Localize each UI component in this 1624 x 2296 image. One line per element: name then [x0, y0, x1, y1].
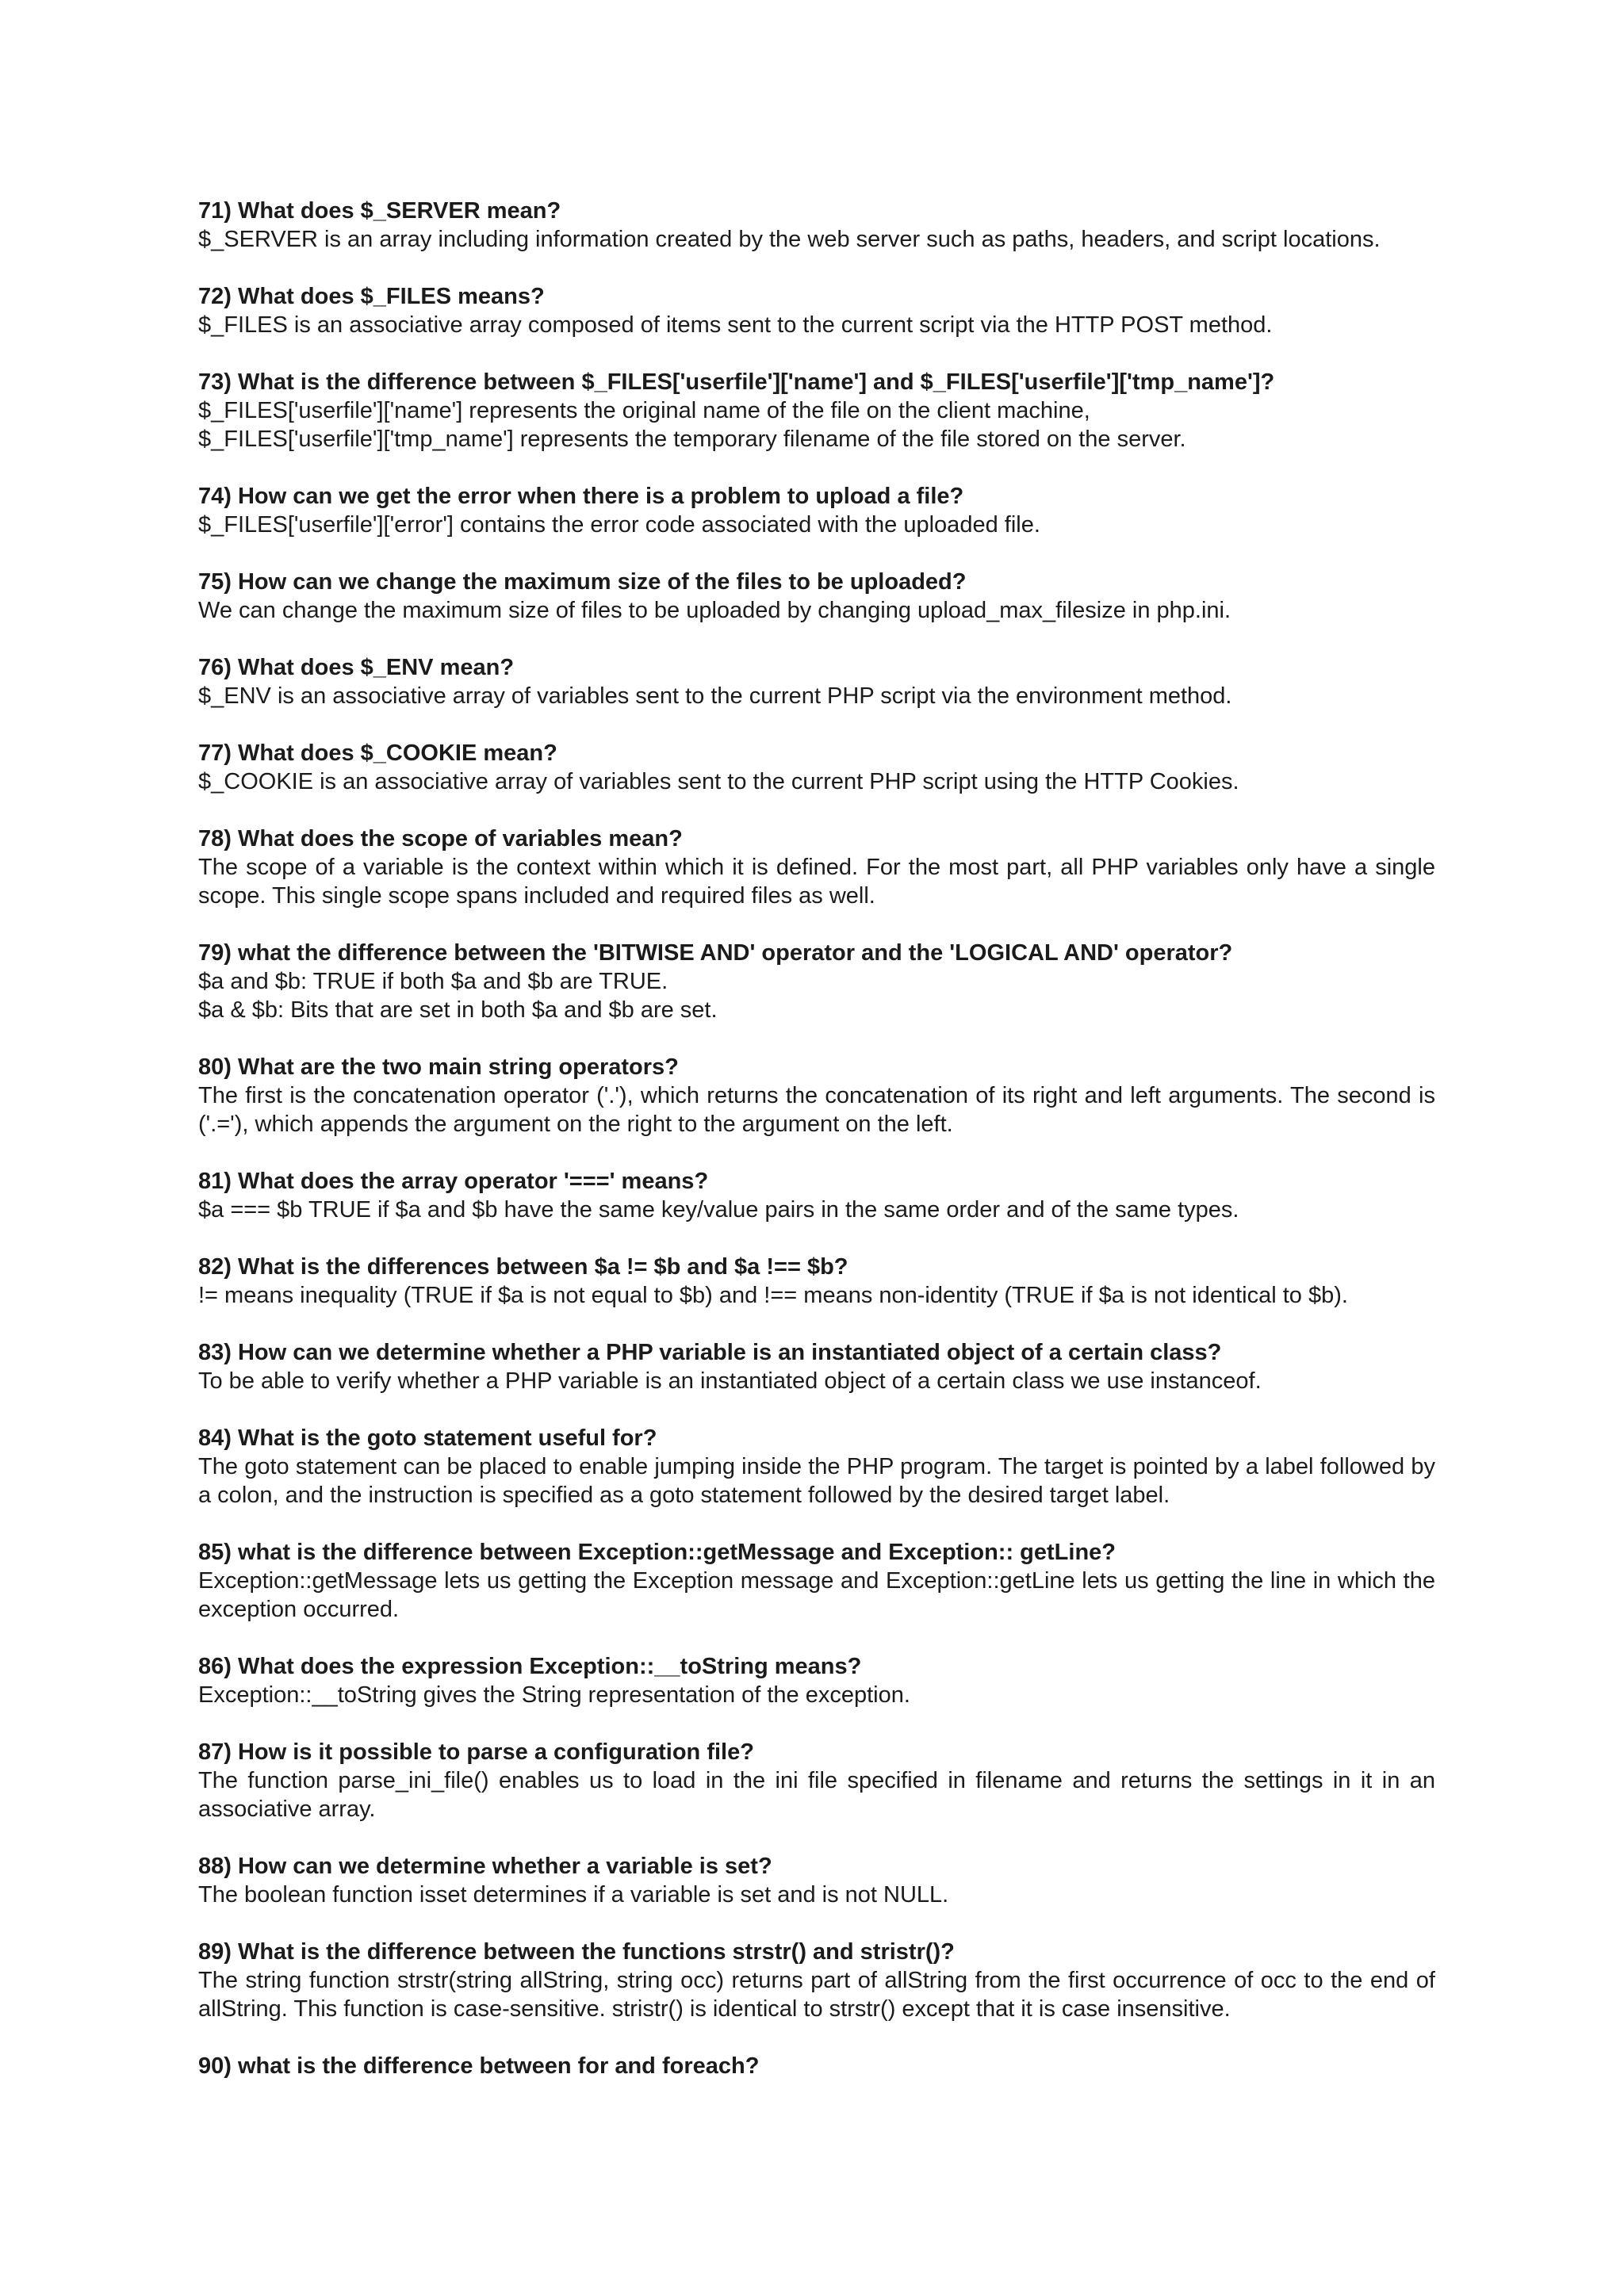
question: 73) What is the difference between $_FILES['userfile']['name'] and $_FILES['userfile']['tmp_name']? [198, 369, 1275, 395]
qa-item [198, 368, 1435, 453]
qa-item [198, 1538, 1435, 1624]
qa-item [198, 825, 1435, 910]
question: 85) what is the difference between Exception::getMessage and Exception:: getLine? [198, 1540, 1116, 1565]
qa-item [198, 1938, 1435, 2023]
answer: $_FILES is an associative array composed of items sent to the current script via the HTTP POST method. [198, 312, 1273, 338]
answer: $_FILES['userfile']['error'] contains the error code associated with the uploaded file. [198, 512, 1040, 538]
question: 71) What does $_SERVER mean? [198, 198, 561, 224]
qa-item [198, 1253, 1435, 1310]
answer: Exception::getMessage lets us getting the Exception message and Exception::getLine lets us getting the line in which the exception occurred. [198, 1568, 1435, 1622]
qa-item [198, 197, 1435, 254]
question: 87) How is it possible to parse a configuration file? [198, 1739, 754, 1765]
answer: != means inequality (TRUE if $a is not equal to $b) and !== means non-identity (TRUE if $a is not identical to $b). [198, 1283, 1348, 1308]
answer: The string function strstr(string allString, string occ) returns part of allString from the first occurrence of occ to the end of allString. This function is case-sensitive. stristr() is identical to strstr() except that it is case insensitive. [198, 1968, 1435, 2022]
answer: $a and $b: TRUE if both $a and $b are TRUE. $a & $b: Bits that are set in both $a and $b are set. [198, 969, 718, 1023]
answer: The function parse_ini_file() enables us to load in the ini file specified in filename and returns the settings in it in an associative array. [198, 1768, 1435, 1822]
qa-item [198, 2052, 1435, 2080]
question: 77) What does $_COOKIE mean? [198, 740, 557, 766]
question: 75) How can we change the maximum size of the files to be uploaded? [198, 569, 967, 595]
question: 88) How can we determine whether a variable is set? [198, 1854, 772, 1879]
question: 74) How can we get the error when there is a problem to upload a file? [198, 484, 964, 509]
answer: The boolean function isset determines if a variable is set and is not NULL. [198, 1882, 949, 1908]
answer: The goto statement can be placed to enable jumping inside the PHP program. The target is pointed by a label followed by a colon, and the instruction is specified as a goto statement followed by the desired target label. [198, 1454, 1435, 1508]
qa-item [198, 1053, 1435, 1138]
qa-item [198, 1167, 1435, 1224]
question: 82) What is the differences between $a != $b and $a !== $b? [198, 1254, 848, 1280]
question: 76) What does $_ENV mean? [198, 655, 515, 680]
question: 72) What does $_FILES means? [198, 284, 545, 309]
question: 89) What is the difference between the functions strstr() and stristr()? [198, 1939, 955, 1965]
question: 78) What does the scope of variables mean? [198, 826, 683, 851]
document-page [198, 197, 1435, 2109]
answer: We can change the maximum size of files to be uploaded by changing upload_max_filesize in php.ini. [198, 598, 1231, 623]
qa-item [198, 1852, 1435, 1909]
question: 80) What are the two main string operators? [198, 1054, 679, 1080]
answer: $a === $b TRUE if $a and $b have the same key/value pairs in the same order and of the same types. [198, 1197, 1239, 1223]
question: 86) What does the expression Exception::__toString means? [198, 1654, 862, 1679]
answer: The scope of a variable is the context within which it is defined. For the most part, all PHP variables only have a single scope. This single scope spans included and required files as well. [198, 855, 1435, 909]
answer: $_FILES['userfile']['name'] represents the original name of the file on the client machine, $_FILES['userfile']['tmp_name'] represents the temporary filename of the file stored on the server. [198, 398, 1186, 452]
qa-item [198, 939, 1435, 1024]
qa-item [198, 1652, 1435, 1709]
answer: $_SERVER is an array including information created by the web server such as paths, headers, and script locations. [198, 227, 1381, 252]
answer: $_COOKIE is an associative array of variables sent to the current PHP script using the HTTP Cookies. [198, 769, 1239, 794]
question: 90) what is the difference between for and foreach? [198, 2053, 760, 2079]
answer: To be able to verify whether a PHP variable is an instantiated object of a certain class we use instanceof. [198, 1368, 1262, 1394]
answer: $_ENV is an associative array of variables sent to the current PHP script via the environment method. [198, 683, 1232, 709]
qa-item [198, 482, 1435, 539]
answer: The first is the concatenation operator ('.'), which returns the concatenation of its right and left arguments. The second is ('.='), which appends the argument on the right to the argument on the left. [198, 1083, 1435, 1137]
qa-item [198, 1338, 1435, 1395]
answer: Exception::__toString gives the String representation of the exception. [198, 1682, 910, 1708]
question: 84) What is the goto statement useful for? [198, 1425, 657, 1451]
qa-item [198, 1738, 1435, 1823]
question: 81) What does the array operator '===' means? [198, 1169, 709, 1194]
qa-item [198, 739, 1435, 796]
question: 83) How can we determine whether a PHP variable is an instantiated object of a certain class? [198, 1340, 1222, 1365]
qa-item [198, 282, 1435, 339]
qa-item [198, 653, 1435, 710]
question: 79) what the difference between the 'BITWISE AND' operator and the 'LOGICAL AND' operator? [198, 940, 1233, 966]
qa-item [198, 1424, 1435, 1510]
qa-item [198, 568, 1435, 625]
